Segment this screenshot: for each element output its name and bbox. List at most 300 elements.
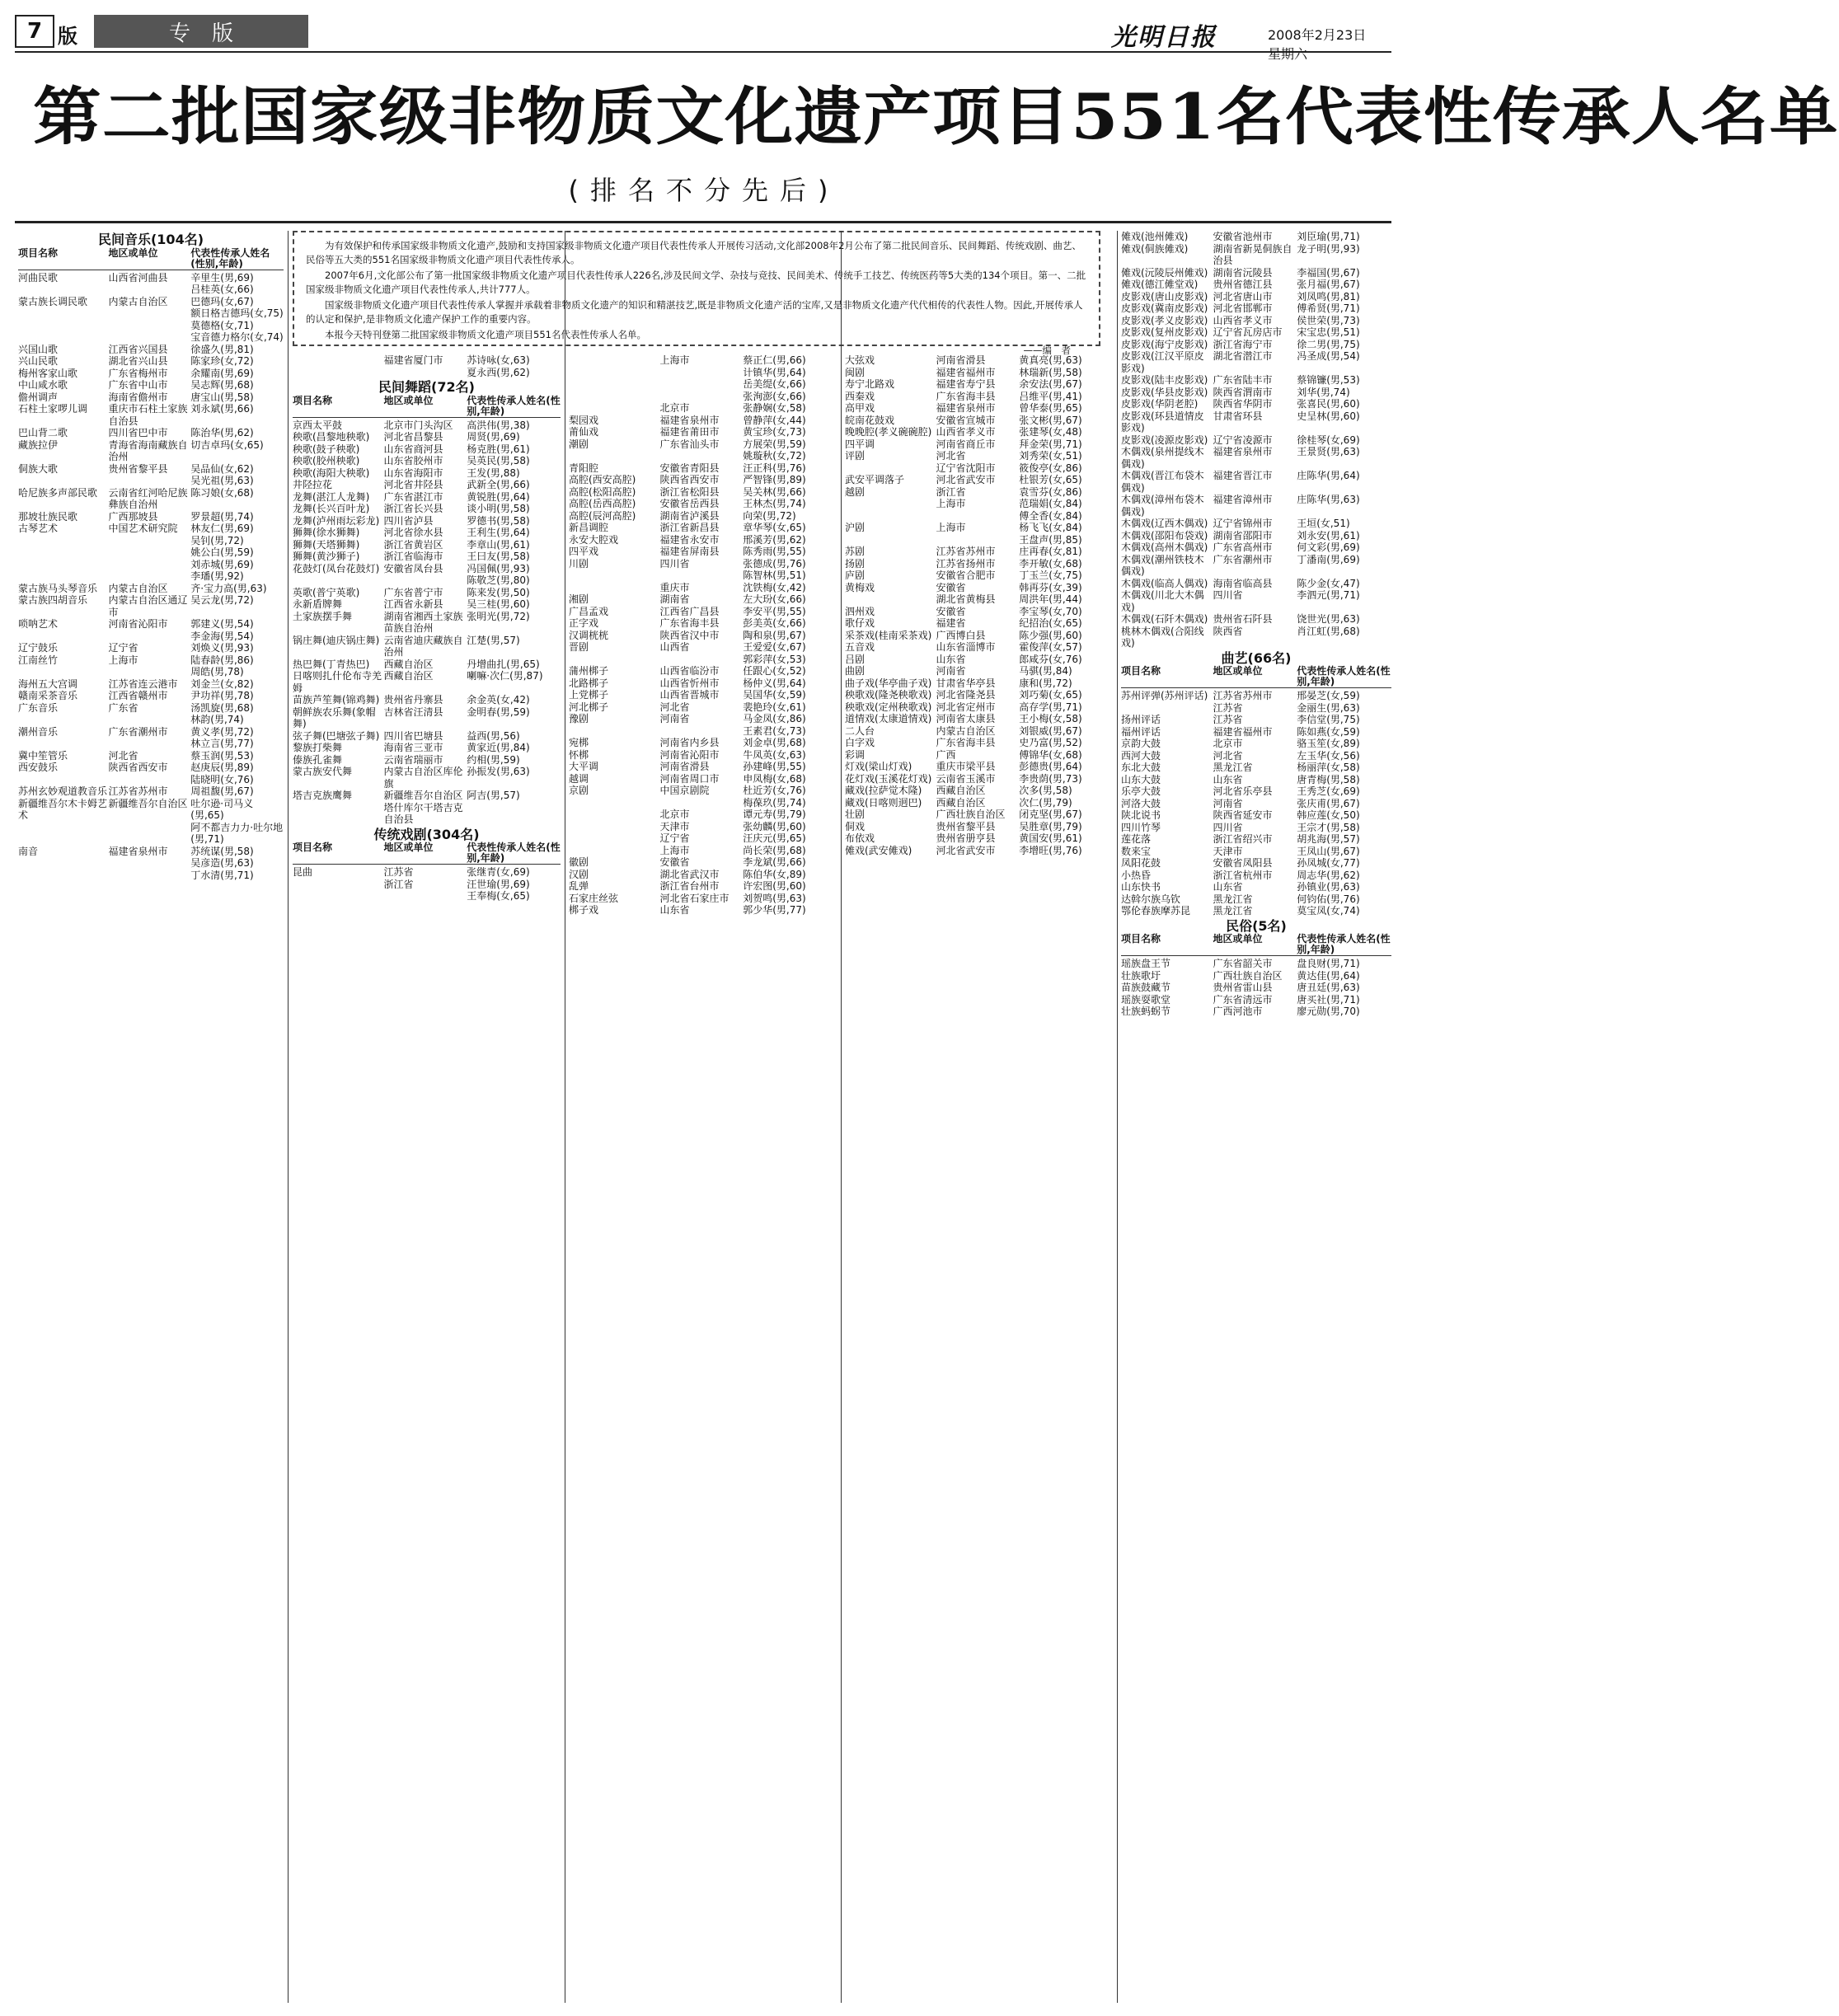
list-row <box>569 450 837 462</box>
inheritor-name: 徐二男(男,75) <box>1297 338 1360 350</box>
inheritor-name: 杨仲义(男,64) <box>743 677 806 689</box>
project-name: 皮影戏(环县道情皮影戏) <box>1121 410 1204 434</box>
inheritor-name: 周洪年(男,44) <box>1019 593 1082 605</box>
project-name: 唢呐艺术 <box>18 618 59 630</box>
inheritor-name: 范瑞娟(女,84) <box>1019 498 1082 509</box>
list-row <box>1121 613 1391 626</box>
list-row <box>569 617 837 630</box>
area-name: 贵州省雷山县 <box>1213 982 1273 993</box>
project-name: 傣族孔雀舞 <box>293 753 343 766</box>
list-row <box>845 474 1113 486</box>
list-row <box>1121 542 1391 554</box>
area-name: 江苏省苏州市 <box>108 785 168 797</box>
project-name: 武安平调落子 <box>845 474 905 485</box>
project-name: 湘剧 <box>569 593 589 605</box>
inheritor-name: 汪正科(男,76) <box>743 462 806 474</box>
inheritor-name: 陈秀雨(男,55) <box>743 546 806 557</box>
area-name: 河北省唐山市 <box>1213 290 1273 302</box>
project-name: 梆子戏 <box>569 904 599 916</box>
area-name: 内蒙古自治区 <box>108 295 168 307</box>
list-row <box>1121 315 1391 327</box>
area-name <box>660 570 744 582</box>
inheritor-name: 莫宝凤(女,74) <box>1297 905 1360 917</box>
list-row <box>569 593 837 606</box>
list-row <box>1121 846 1391 858</box>
inheritor-name: 蔡玉润(男,53) <box>190 749 254 762</box>
area-name: 广西壮族自治区 <box>1213 969 1283 982</box>
list-row <box>1121 410 1391 434</box>
inheritor-name: 孙镇业(男,63) <box>1297 881 1360 893</box>
inheritor-name: 严智锋(男,89) <box>743 474 806 485</box>
inheritor-name: 康和(男,72) <box>1019 677 1072 689</box>
inheritor-name: 杨飞飞(女,84) <box>1019 522 1082 533</box>
inheritor-name: 孙振发(男,63) <box>467 766 530 777</box>
project-name: 黄梅戏 <box>845 581 875 593</box>
project-name: 傩戏(沅陵辰州傩戏) <box>1121 266 1208 279</box>
inheritor-name: 丁玉兰(女,75) <box>1019 570 1082 581</box>
list-row <box>569 665 837 677</box>
project-name <box>569 367 660 379</box>
area-name: 江西省兴国县 <box>108 343 168 355</box>
column-header-person: 代表性传承人姓名(性别,年龄) <box>190 246 270 270</box>
project-name <box>18 307 108 320</box>
inheritor-name: 林瑞新(男,58) <box>1019 366 1082 378</box>
project-name: 木偶戏(辽西木偶戏) <box>1121 518 1208 529</box>
area-name: 浙江省长兴县 <box>383 503 443 514</box>
project-name: 莆仙戏 <box>569 426 599 438</box>
area-name: 贵州省册亨县 <box>936 832 996 844</box>
area-name: 重庆市梁平县 <box>936 761 996 772</box>
area-name: 安徽省岳西县 <box>659 498 720 509</box>
list-row <box>569 415 837 427</box>
project-name: 广昌孟戏 <box>569 605 609 617</box>
project-name <box>18 666 108 678</box>
project-name <box>569 378 660 391</box>
inheritor-name: 李增旺(男,76) <box>1019 844 1082 856</box>
area-name: 北京市 <box>659 402 690 414</box>
area-name: 安徽省凤台县 <box>383 562 443 574</box>
list-row <box>293 527 561 539</box>
project-name: 古琴艺术 <box>18 523 59 534</box>
list-row <box>1121 857 1391 870</box>
inheritor-name: 莫德格(女,71) <box>190 319 254 331</box>
project-name: 瑶族盘王节 <box>1121 958 1171 969</box>
project-name: 龙舞(长兴百叶龙) <box>293 503 370 514</box>
project-name: 晚晚腔(孝义碗碗腔) <box>845 426 932 438</box>
project-name: 傩戏(侗族傩戏) <box>1121 242 1189 255</box>
inheritor-name: 庄陈华(男,63) <box>1297 494 1360 505</box>
project-name: 兴山民歌 <box>18 355 59 367</box>
project-name: 苏州评弹(苏州评话) <box>1121 690 1208 701</box>
area-name: 山西省临汾市 <box>659 665 720 677</box>
project-name: 桃林木偶戏(合阳线戏) <box>1121 625 1204 649</box>
list-row <box>569 486 837 499</box>
column-header-area: 地区或单位 <box>108 246 158 259</box>
list-row <box>845 701 1113 714</box>
inheritor-name: 吴三桂(男,60) <box>467 598 530 610</box>
project-name <box>569 450 660 462</box>
area-name: 山东省淄博市 <box>936 641 996 653</box>
inheritor-name: 肖江虹(男,68) <box>1297 625 1360 637</box>
inheritor-name: 许宏图(男,60) <box>743 880 806 892</box>
inheritor-name: 谭元寿(男,79) <box>743 809 806 820</box>
project-name: 乐亭大鼓 <box>1121 785 1161 797</box>
area-name: 河北省隆尧县 <box>936 689 996 701</box>
project-name: 英歌(普宁英歌) <box>293 586 360 598</box>
inheritor-name: 阿吉(男,57) <box>467 790 520 801</box>
column-header-project: 项目名称 <box>1121 933 1161 945</box>
inheritor-name: 陆春龄(男,86) <box>190 654 254 666</box>
list-row <box>569 654 837 666</box>
area-name: 河南省 <box>1213 797 1243 809</box>
project-name <box>569 797 660 809</box>
list-row <box>18 368 284 380</box>
inheritor-name: 王小梅(女,58) <box>1019 713 1082 724</box>
area-name <box>660 654 744 666</box>
category-heading: 曲艺(66名) <box>1221 649 1292 666</box>
inheritor-name: 张幼麟(男,60) <box>743 820 806 832</box>
project-name: 壮族蚂𧊅节 <box>1121 1006 1171 1017</box>
inheritor-name: 高存学(男,71) <box>1019 701 1082 713</box>
inheritor-name: 林韵(男,74) <box>190 714 244 725</box>
inheritor-name: 李宝琴(女,70) <box>1019 605 1082 617</box>
inheritor-name: 王利生(男,64) <box>467 527 530 538</box>
list-row <box>845 689 1113 701</box>
area-name: 四川省巴塘县 <box>383 729 443 742</box>
project-name: 四平调 <box>845 438 875 450</box>
area-name: 福建省晋江市 <box>1213 470 1273 481</box>
project-name: 彩调 <box>845 748 866 761</box>
inheritor-name: 傅全香(女,84) <box>1019 509 1082 522</box>
list-column <box>569 354 837 2003</box>
inheritor-name: 苏统谋(男,58) <box>190 845 254 857</box>
area-name <box>108 307 190 320</box>
inheritor-name: 苏诗咏(女,63) <box>467 354 530 366</box>
area-name <box>108 559 190 571</box>
list-row <box>569 737 837 749</box>
project-name: 狮舞(天塔狮舞) <box>293 538 360 551</box>
project-name: 吕剧 <box>845 653 866 665</box>
project-name: 黎族打柴舞 <box>293 742 343 753</box>
project-name: 陕北说书 <box>1121 809 1161 821</box>
inheritor-name: 喇嘛·次仁(男,87) <box>467 670 543 682</box>
project-name: 瑶族耍歌堂 <box>1121 993 1171 1006</box>
area-name: 甘肃省环县 <box>1213 410 1263 422</box>
inheritor-name: 刘银威(男,67) <box>1019 724 1082 737</box>
category-heading: 民俗(5名) <box>1226 917 1287 934</box>
list-row <box>569 474 837 486</box>
list-row <box>569 391 837 403</box>
project-name: 鄂伦春族摩苏昆 <box>1121 905 1191 917</box>
inheritor-name: 巴德玛(女,67) <box>190 295 254 307</box>
inheritor-name: 盘良财(男,71) <box>1297 958 1360 969</box>
area-name: 广东省高州市 <box>1213 542 1273 553</box>
area-name <box>108 666 190 678</box>
list-row <box>845 641 1113 654</box>
inheritor-name: 曾静萍(女,44) <box>743 414 806 426</box>
project-name: 采茶戏(桂南采茶戏) <box>845 629 932 641</box>
project-name <box>569 832 660 845</box>
area-name <box>660 367 744 379</box>
area-name: 浙江省临海市 <box>383 551 443 562</box>
project-name: 西秦戏 <box>845 390 875 402</box>
inheritor-name: 额日格吉德玛(女,75) <box>190 307 284 319</box>
project-name: 河北梆子 <box>569 701 609 713</box>
project-name <box>1121 702 1213 715</box>
project-name: 木偶戏(漳州布袋木偶戏) <box>1121 494 1204 518</box>
area-name: 江苏省苏州市 <box>936 546 996 557</box>
project-name: 海州五大宫调 <box>18 677 78 690</box>
masthead <box>15 15 1391 62</box>
area-name: 安徽省 <box>936 605 966 617</box>
list-row <box>293 670 561 694</box>
list-row <box>845 809 1113 821</box>
inheritor-name: 刘凤鸣(男,81) <box>1297 290 1360 302</box>
inheritor-name: 李章山(男,61) <box>467 538 530 551</box>
category-heading: 民间音乐(104名) <box>97 232 204 247</box>
list-row <box>845 354 1113 367</box>
project-name: 秧歌戏(隆尧秧歌戏) <box>845 689 932 701</box>
area-name: 山西省 <box>659 641 690 653</box>
area-name: 江苏省 <box>1213 701 1243 714</box>
list-row <box>293 443 561 456</box>
inheritor-name: 岳美缇(女,66) <box>743 378 806 390</box>
list-row <box>293 563 561 575</box>
list-row <box>293 503 561 515</box>
list-row <box>18 272 284 284</box>
area-name: 陕西省西安市 <box>108 762 168 773</box>
inheritor-name: 张静娴(女,58) <box>743 402 806 414</box>
project-name: 高甲戏 <box>845 402 875 414</box>
list-row <box>1121 446 1391 470</box>
area-name: 福建省泉州市 <box>659 414 720 426</box>
column-header-area: 地区或单位 <box>383 394 434 406</box>
area-name: 江苏省 <box>383 866 414 878</box>
project-name <box>845 534 936 546</box>
area-name: 上海市 <box>659 844 690 856</box>
list-row <box>18 857 284 870</box>
inheritor-name: 王景贤(男,63) <box>1297 446 1360 457</box>
list-row <box>1121 279 1391 291</box>
inheritor-name: 罗景超(男,74) <box>190 510 254 523</box>
inheritor-name: 高洪伟(男,38) <box>467 419 530 431</box>
area-name: 甘肃省华亭县 <box>936 677 996 689</box>
project-name: 五音戏 <box>845 641 875 653</box>
inheritor-name: 刘永安(男,61) <box>1297 529 1360 542</box>
project-name <box>845 510 936 523</box>
project-name: 京西太平鼓 <box>293 419 343 431</box>
area-name: 广东省潮州市 <box>108 725 168 738</box>
list-row <box>18 535 284 547</box>
list-row <box>569 402 837 415</box>
inheritor-name: 益西(男,56) <box>467 729 520 742</box>
list-row <box>293 515 561 527</box>
list-row <box>569 558 837 570</box>
editor-note-paragraph: 本报今天特刊登第二批国家级非物质文化遗产项目551名代表性传承人名单。 <box>325 329 646 340</box>
area-name: 青海省海南藏族自治州 <box>108 438 188 462</box>
column-header-row <box>1121 934 1391 956</box>
list-row <box>1121 554 1391 578</box>
list-row <box>845 522 1113 534</box>
list-row <box>293 659 561 671</box>
project-name: 徽剧 <box>569 856 589 868</box>
area-name: 陕西省渭南市 <box>1213 386 1273 398</box>
inheritor-name: 黄宝珍(女,73) <box>743 426 806 438</box>
list-row <box>1121 970 1391 982</box>
project-name: 高腔(岳西高腔) <box>569 498 636 509</box>
list-row <box>1121 881 1391 893</box>
area-name: 广西 <box>936 748 956 761</box>
inheritor-name: 陈少强(男,60) <box>1019 629 1082 641</box>
inheritor-name: 唐青梅(男,58) <box>1297 773 1360 785</box>
list-row <box>18 559 284 571</box>
column-header-area: 地区或单位 <box>1213 665 1263 677</box>
project-name: 木偶戏(高州木偶戏) <box>1121 542 1208 553</box>
area-name: 西藏自治区 <box>383 658 434 670</box>
list-row <box>845 749 1113 762</box>
inheritor-name: 侯世荣(男,73) <box>1297 314 1360 326</box>
area-name: 河北省井陉县 <box>383 479 443 490</box>
list-row <box>293 694 561 706</box>
project-name: 侗族大歌 <box>18 462 59 475</box>
project-name <box>18 535 108 547</box>
inheritor-name: 陈少金(女,47) <box>1297 577 1360 589</box>
area-name: 山西省河曲县 <box>108 271 168 284</box>
project-name <box>569 845 660 857</box>
inheritor-name: 孙凤城(女,77) <box>1297 857 1360 869</box>
project-name: 辽宁鼓乐 <box>18 642 59 654</box>
list-row <box>18 307 284 320</box>
area-name: 陕西省延安市 <box>1213 809 1273 821</box>
list-row <box>1121 958 1391 970</box>
area-name: 河南省周口市 <box>659 772 720 785</box>
inheritor-name: 牛凤英(女,63) <box>743 748 806 761</box>
list-row <box>18 439 284 463</box>
area-name: 广东省陆丰市 <box>1213 374 1273 386</box>
area-name: 四川省巴中市 <box>108 427 168 438</box>
project-name <box>18 738 108 750</box>
list-row <box>569 893 837 905</box>
column-header-person: 代表性传承人姓名(性别,年龄) <box>1297 933 1391 955</box>
inheritor-name: 宝音德力格尔(女,74) <box>190 331 284 343</box>
area-name: 辽宁省瓦房店市 <box>1213 326 1283 338</box>
list-row <box>18 463 284 476</box>
inheritor-name: 蔡锦镰(男,53) <box>1297 374 1360 386</box>
project-name: 曲剧 <box>845 665 866 677</box>
inheritor-name: 刘永斌(男,66) <box>190 403 254 415</box>
project-name: 宛梆 <box>569 737 589 748</box>
area-name: 山东省商河县 <box>383 443 443 455</box>
project-name: 傩戏(德江傩堂戏) <box>1121 279 1199 290</box>
inheritor-name: 黄锐胜(男,64) <box>467 490 530 503</box>
inheritor-name: 黄国安(男,61) <box>1019 832 1082 844</box>
inheritor-name: 梅葆玖(男,74) <box>743 796 806 809</box>
inheritor-name: 杜银芳(女,65) <box>1019 474 1082 485</box>
list-row <box>1121 578 1391 590</box>
project-name: 莲花落 <box>1121 833 1152 845</box>
project-name: 锅庄舞(迪庆锅庄舞) <box>293 634 380 646</box>
inheritor-name: 吴胜章(男,79) <box>1019 820 1082 832</box>
project-name: 皮影戏(江汉平原皮影戏) <box>1121 350 1204 374</box>
list-row <box>1121 905 1391 917</box>
project-name: 皮影戏(凌源皮影戏) <box>1121 434 1208 446</box>
inheritor-name: 李贵荫(男,73) <box>1019 772 1082 785</box>
inheritor-name: 冯圣成(男,54) <box>1297 350 1360 362</box>
project-name: 木偶戏(临高人偶戏) <box>1121 577 1208 589</box>
list-row <box>1121 822 1391 834</box>
list-row <box>569 904 837 917</box>
area-name: 黑龙江省 <box>1213 893 1253 905</box>
project-name: 新疆维吾尔木卡姆艺术 <box>18 797 108 821</box>
area-name: 山西省忻州市 <box>659 677 720 689</box>
project-name: 潮州音乐 <box>18 725 59 738</box>
area-name: 贵州省黎平县 <box>936 820 996 832</box>
column-header-row <box>293 396 561 418</box>
project-name <box>18 774 108 786</box>
area-name: 四川省 <box>1213 821 1243 833</box>
area-name: 西藏自治区 <box>383 670 434 682</box>
area-name: 安徽省 <box>936 581 966 593</box>
list-row <box>293 890 561 903</box>
list-row <box>845 785 1113 797</box>
area-name: 河南省内乡县 <box>659 737 720 748</box>
inheritor-name: 金丽生(男,63) <box>1297 701 1360 714</box>
project-name <box>845 462 936 475</box>
inheritor-name: 刘赤城(男,69) <box>190 558 254 570</box>
area-name: 河北省 <box>936 450 966 462</box>
area-name <box>108 284 190 296</box>
project-name: 皮影戏(华阴老腔) <box>1121 398 1199 410</box>
list-row <box>569 498 837 510</box>
area-name <box>936 534 1020 546</box>
list-row <box>18 391 284 404</box>
list-row <box>18 822 284 846</box>
category-heading: 传统戏剧(304名) <box>373 826 480 842</box>
inheritor-name: 黄义孝(男,72) <box>190 725 254 738</box>
inheritor-name: 汪庆元(男,65) <box>743 832 806 844</box>
project-name: 歌仔戏 <box>845 617 875 629</box>
list-row <box>18 379 284 391</box>
list-row <box>18 344 284 356</box>
list-column <box>1121 231 1391 2003</box>
project-name: 蒙古族长调民歌 <box>18 295 88 307</box>
inheritor-name: 骆玉笙(女,89) <box>1297 738 1360 749</box>
project-name: 石柱土家啰儿调 <box>18 403 88 415</box>
area-name: 湖南省湘西土家族苗族自治州 <box>383 610 463 634</box>
list-row <box>845 821 1113 833</box>
project-name: 道情戏(太康道情戏) <box>845 713 932 724</box>
project-name: 四平戏 <box>569 546 599 557</box>
project-name: 皮影戏(华县皮影戏) <box>1121 386 1208 398</box>
inheritor-name: 向荣(男,72) <box>743 509 796 522</box>
area-name <box>108 535 190 547</box>
project-name: 皮影戏(复州皮影戏) <box>1121 326 1208 338</box>
inheritor-name: 丁水清(男,71) <box>190 869 254 881</box>
area-name: 黑龙江省 <box>1213 905 1253 917</box>
project-name: 高腔(西安高腔) <box>569 474 636 485</box>
area-name <box>384 574 467 587</box>
inheritor-name: 黄达佳(男,64) <box>1297 969 1360 982</box>
area-name: 广西博白县 <box>936 629 986 641</box>
project-name: 蒙古族安代舞 <box>293 766 353 777</box>
list-row <box>18 523 284 535</box>
inheritor-name: 周志华(男,62) <box>1297 869 1360 881</box>
project-name: 秧歌(昌黎地秧歌) <box>293 431 370 443</box>
list-row <box>293 790 561 826</box>
project-name <box>18 870 108 882</box>
list-row <box>293 706 561 730</box>
inheritor-name: 闭克坚(男,67) <box>1019 809 1082 820</box>
